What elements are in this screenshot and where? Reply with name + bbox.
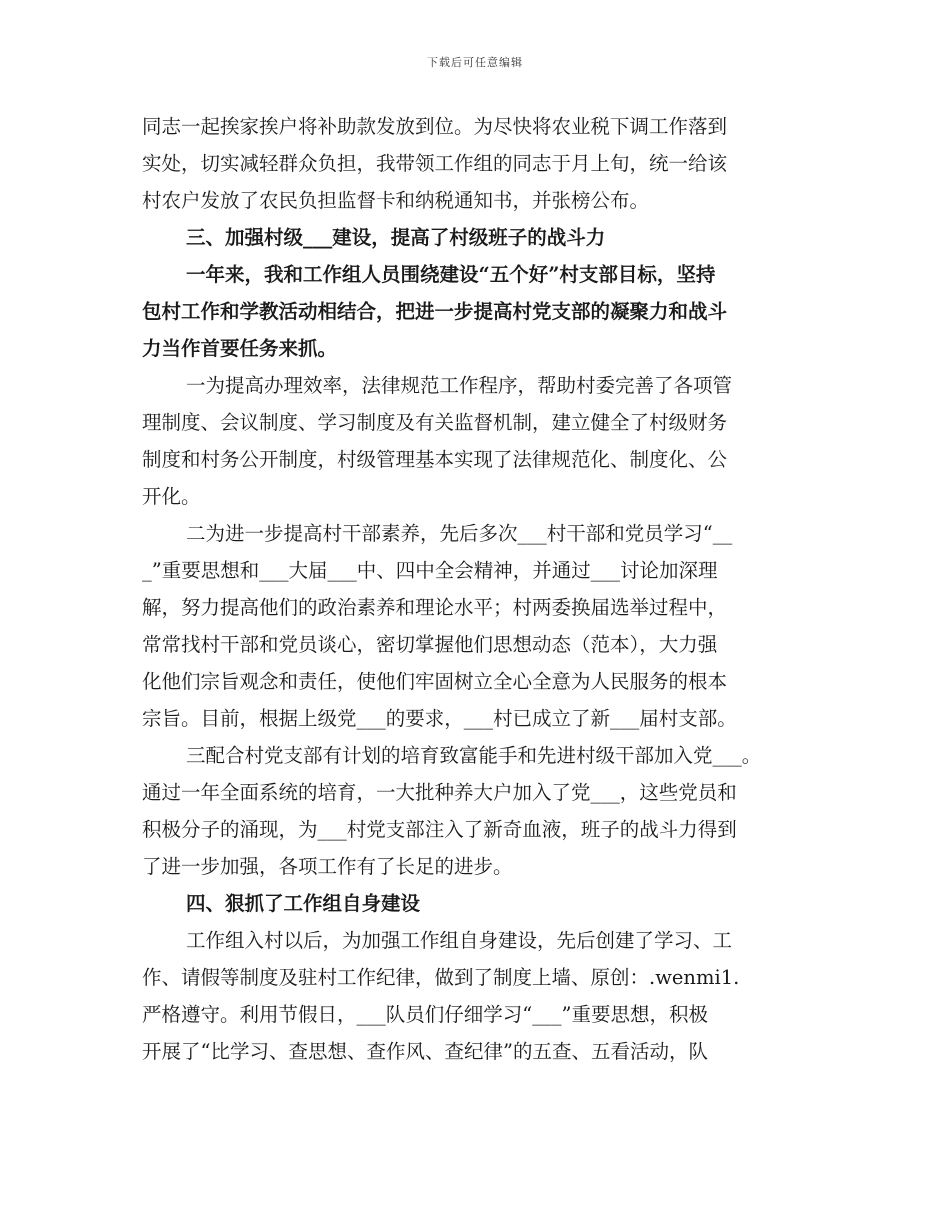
text-line: 实处，切实减轻群众负担，我带领工作组的同志于月上旬，统一给该 xyxy=(142,152,728,175)
text-line: 三配合村党支部有计划的培育致富能手和先进村级干部加入党___。 xyxy=(186,744,762,767)
text-line: 宗旨。目前，根据上级党___的要求，___村已成立了新___届村支部。 xyxy=(142,707,737,730)
heading-line: 一年来，我和工作组人员围绕建设“五个好”村支部目标，坚持 xyxy=(186,263,716,286)
text-line: 制度和村务公开制度，村级管理基本实现了法律规范化、制度化、公 xyxy=(142,448,728,471)
text-line: 开展了“比学习、查思想、查作风、查纪律”的五查、五看活动，队 xyxy=(142,1040,708,1063)
text-line: 理制度、会议制度、学习制度及有关监督机制，建立健全了村级财务 xyxy=(142,411,728,434)
heading-line: 四、狠抓了工作组自身建设 xyxy=(186,892,421,915)
text-line: 通过一年全面系统的培育，一大批种养大户加入了党___，这些党员和 xyxy=(142,781,737,804)
heading-line: 包村工作和学教活动相结合，把进一步提高村党支部的凝聚力和战斗 xyxy=(142,300,728,323)
text-line: 常常找村干部和党员谈心，密切掌握他们思想动态（范本），大力强 xyxy=(142,633,718,656)
page-header: 下载后可任意编辑 xyxy=(427,56,523,69)
text-line: 严格遵守。利用节假日，___队员们仔细学习“___”重要思想，积极 xyxy=(142,1003,708,1026)
heading-line: 三、加强村级___建设，提高了村级班子的战斗力 xyxy=(186,226,606,249)
text-line: 二为进一步提高村干部素养，先后多次___村干部和党员学习“__ xyxy=(186,522,733,545)
text-line: 工作组入村以后，为加强工作组自身建设，先后创建了学习、工 xyxy=(186,929,733,952)
text-line: 化他们宗旨观念和责任，使他们牢固树立全心全意为人民服务的根本 xyxy=(142,670,728,693)
text-line: 了进一步加强，各项工作有了长足的进步。 xyxy=(142,855,513,878)
text-line: 一为提高办理效率，法律规范工作程序，帮助村委完善了各项管 xyxy=(186,374,733,397)
text-line: 作、请假等制度及驻村工作纪律，做到了制度上墙、原创：.wenmi1. xyxy=(142,966,740,989)
text-line: 积极分子的涌现，为___村党支部注入了新奇血液，班子的战斗力得到 xyxy=(142,818,737,841)
heading-line: 力当作首要任务来抓。 xyxy=(142,337,338,360)
text-line: 同志一起挨家挨户将补助款发放到位。为尽快将农业税下调工作落到 xyxy=(142,115,728,138)
text-line: 村农户发放了农民负担监督卡和纳税通知书，并张榜公布。 xyxy=(142,189,650,212)
text-line: 解，努力提高他们的政治素养和理论水平；村两委换届选举过程中， xyxy=(142,596,728,619)
text-line: _”重要思想和___大届___中、四中全会精神，并通过___讨论加深理 xyxy=(142,559,718,582)
document-body xyxy=(142,108,817,1070)
text-line: 开化。 xyxy=(142,485,201,508)
